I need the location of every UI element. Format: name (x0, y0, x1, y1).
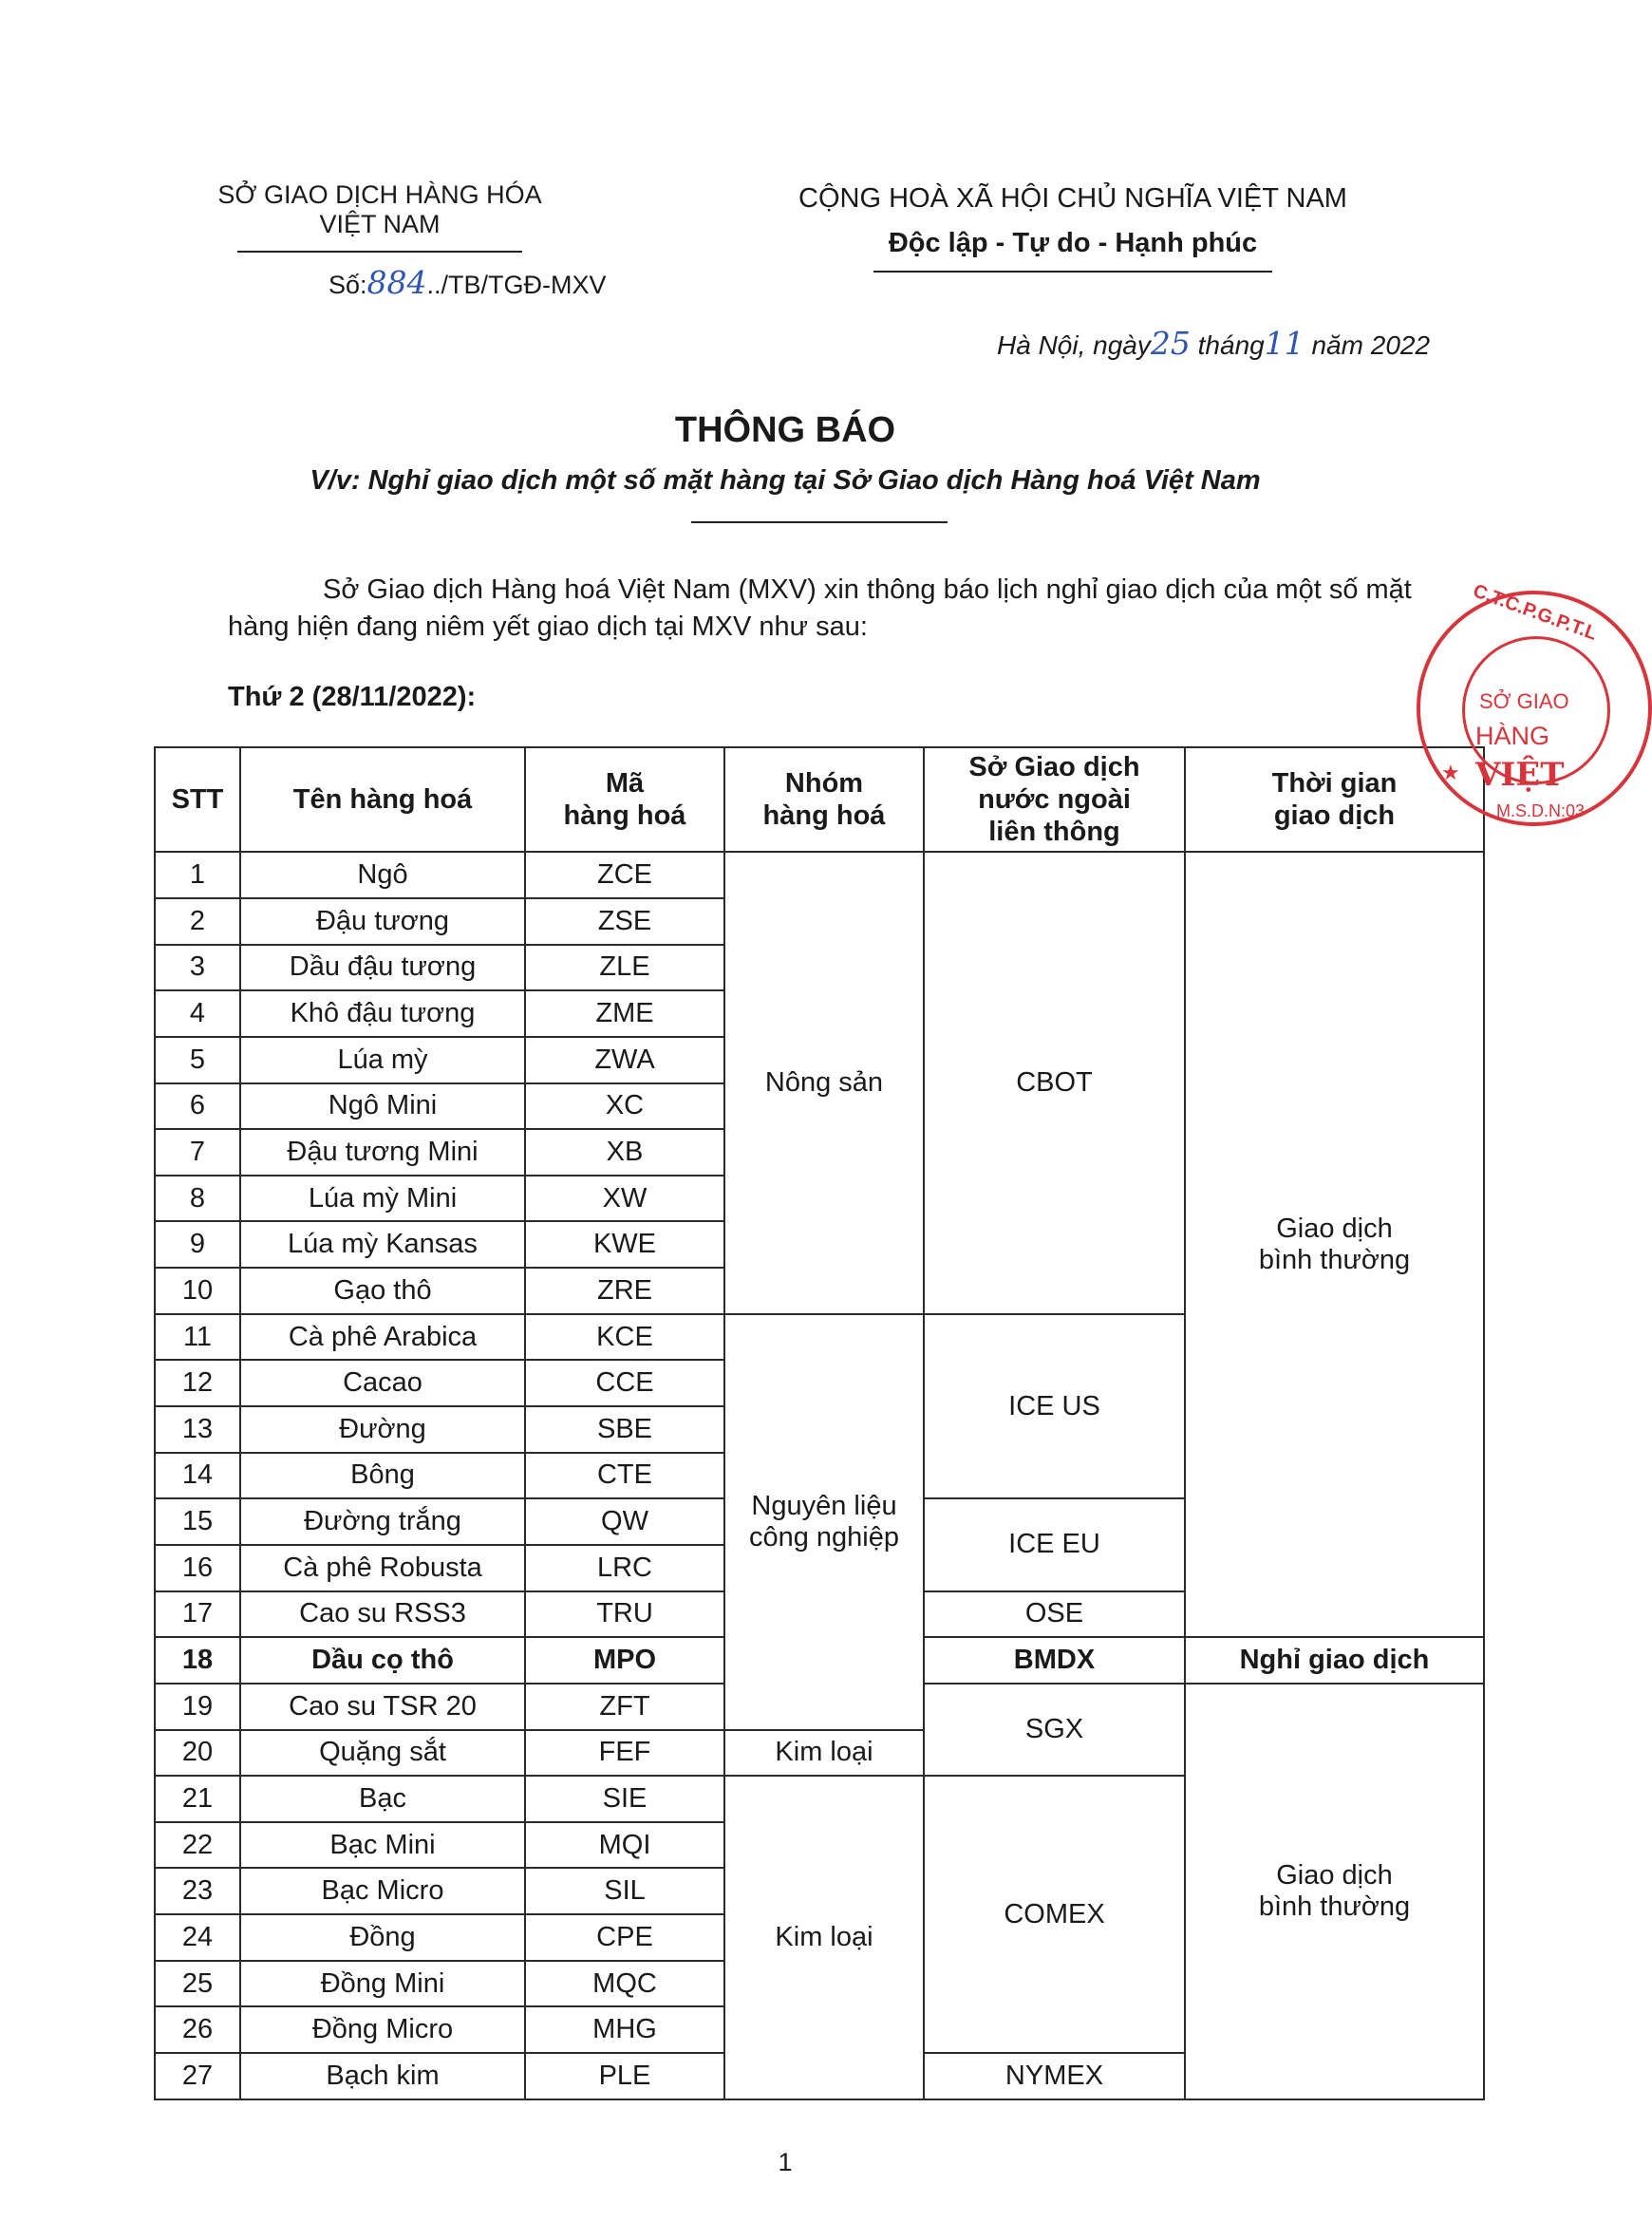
date-month: 11 (1264, 325, 1305, 362)
row-name: Đậu tương (240, 898, 525, 945)
row-stt: 15 (155, 1498, 240, 1545)
row-code: MHG (525, 2006, 724, 2053)
exchange-ice-us: ICE US (924, 1314, 1185, 1499)
row-stt: 27 (155, 2053, 240, 2099)
date-year: năm 2022 (1311, 330, 1431, 360)
row-stt: 24 (155, 1914, 240, 1961)
row-name: Bạc Mini (240, 1822, 525, 1869)
org-name: SỞ GIAO DỊCH HÀNG HÓA VIỆT NAM (217, 180, 542, 238)
stamp-line-1: SỞ GIAO (1479, 689, 1569, 713)
header-code: Mã hàng hoá (525, 747, 724, 852)
row-stt: 1 (155, 852, 240, 898)
row-name: Đậu tương Mini (240, 1129, 525, 1176)
doc-number-handwritten: 884 (366, 264, 427, 301)
row-name: Lúa mỳ Kansas (240, 1221, 525, 1268)
row-name: Lúa mỳ (240, 1037, 525, 1083)
group-agri: Nông sản (724, 852, 924, 1313)
exchange-ose: OSE (924, 1591, 1185, 1638)
table-row (155, 852, 1484, 898)
date-prefix: Hà Nội, ngày (997, 330, 1151, 360)
row-code: KWE (525, 1221, 724, 1268)
subtitle-underline (691, 521, 948, 523)
row-code: ZSE (525, 898, 724, 945)
row-stt: 20 (155, 1730, 240, 1777)
stamp-line-2: HÀNG (1475, 722, 1550, 750)
row-stt: 11 (155, 1314, 240, 1361)
row-stt: 21 (155, 1776, 240, 1822)
row-name: Gạo thô (240, 1268, 525, 1314)
row-name: Đường (240, 1406, 525, 1453)
group-industrial: Nguyên liệu công nghiệp (724, 1314, 924, 1730)
row-stt: 16 (155, 1545, 240, 1591)
row-stt: 17 (155, 1591, 240, 1638)
row-name: Bạc (240, 1776, 525, 1822)
row-stt: 22 (155, 1822, 240, 1869)
doc-number (329, 264, 607, 301)
exchange-sgx: SGX (924, 1684, 1185, 1776)
row-code: KCE (525, 1314, 724, 1361)
row-code: SIE (525, 1776, 724, 1822)
row-name: Cà phê Arabica (240, 1314, 525, 1361)
group-metal-single: Kim loại (724, 1730, 924, 1777)
row-code: PLE (525, 2053, 724, 2099)
time-closed: Nghỉ giao dịch (1185, 1637, 1484, 1684)
row-code: XW (525, 1176, 724, 1222)
row-code: MQI (525, 1822, 724, 1869)
document-title: THÔNG BÁO (674, 410, 896, 450)
row-stt: 26 (155, 2006, 240, 2053)
time-normal-a: Giao dịch bình thường (1185, 852, 1484, 1637)
motto: Độc lập - Tự do - Hạnh phúc (888, 228, 1258, 258)
row-stt: 10 (155, 1268, 240, 1314)
row-stt: 19 (155, 1684, 240, 1730)
stamp-line-3: VIỆT (1475, 756, 1565, 794)
exchange-cbot: CBOT (924, 852, 1185, 1313)
exchange-nymex: NYMEX (924, 2053, 1185, 2099)
header-exchange: Sở Giao dịch nước ngoài liên thông (924, 747, 1185, 852)
trading-schedule-table (154, 746, 1485, 2100)
day-heading: Thứ 2 (28/11/2022): (228, 682, 477, 712)
row-name: Ngô (240, 852, 525, 898)
row-stt: 2 (155, 898, 240, 945)
exchange-comex: COMEX (924, 1776, 1185, 2053)
row-name: Cacao (240, 1360, 525, 1406)
exchange-ice-eu: ICE EU (924, 1498, 1185, 1590)
row-stt: 25 (155, 1961, 240, 2007)
row-name: Bạc Micro (240, 1868, 525, 1914)
row-stt: 8 (155, 1176, 240, 1222)
header-name: Tên hàng hoá (240, 747, 525, 852)
row-name: Cao su RSS3 (240, 1591, 525, 1638)
row-stt: 14 (155, 1453, 240, 1499)
row-code: XB (525, 1129, 724, 1176)
row-code: CTE (525, 1453, 724, 1499)
row-name: Bạch kim (240, 2053, 525, 2099)
row-code: ZCE (525, 852, 724, 898)
row-code: ZFT (525, 1684, 724, 1730)
row-code: SIL (525, 1868, 724, 1914)
country-name: CỘNG HOÀ XÃ HỘI CHỦ NGHĨA VIỆT NAM (798, 183, 1347, 214)
stamp-line-4: M.S.D.N:03 (1496, 801, 1586, 820)
row-code: TRU (525, 1591, 724, 1638)
date-month-label: tháng (1197, 330, 1265, 360)
header-stt: STT (155, 747, 240, 852)
doc-number-prefix: Số: (329, 271, 367, 299)
national-header (760, 183, 1386, 273)
row-name: Đồng Mini (240, 1961, 525, 2007)
row-stt: 23 (155, 1868, 240, 1914)
row-name: Đồng (240, 1914, 525, 1961)
group-metal: Kim loại (724, 1776, 924, 2099)
row-name: Cà phê Robusta (240, 1545, 525, 1591)
org-header (190, 180, 570, 253)
doc-number-suffix: ../TB/TGĐ-MXV (426, 271, 607, 299)
row-name: Lúa mỳ Mini (240, 1176, 525, 1222)
row-name: Khô đậu tương (240, 990, 525, 1037)
page-number: 1 (778, 2148, 793, 2176)
intro-paragraph: Sở Giao dịch Hàng hoá Việt Nam (MXV) xin thông báo lịch nghỉ giao dịch của một số mặt hàng hiện đang niêm yết giao dịch tại MXV như sau: (228, 574, 1412, 642)
row-stt: 13 (155, 1406, 240, 1453)
row-code: CPE (525, 1914, 724, 1961)
date-day: 25 (1150, 325, 1191, 362)
stamp-ring-text: C.T.C.P.G.P.T.L (1470, 580, 1600, 645)
stamp-star-icon: ★ (1441, 761, 1460, 784)
row-code: CCE (525, 1360, 724, 1406)
row-stt: 4 (155, 990, 240, 1037)
row-stt: 5 (155, 1037, 240, 1083)
row-code: ZWA (525, 1037, 724, 1083)
row-name: Quặng sắt (240, 1730, 525, 1777)
exchange-bmdx: BMDX (924, 1637, 1185, 1684)
row-code: XC (525, 1083, 724, 1130)
time-normal-b: Giao dịch bình thường (1185, 1684, 1484, 2099)
row-name: Đồng Micro (240, 2006, 525, 2053)
row-name: Cao su TSR 20 (240, 1684, 525, 1730)
company-stamp (1417, 580, 1652, 826)
row-code: ZME (525, 990, 724, 1037)
row-code: ZRE (525, 1268, 724, 1314)
row-stt: 7 (155, 1129, 240, 1176)
row-code: FEF (525, 1730, 724, 1777)
date-line (997, 325, 1430, 362)
row-stt: 9 (155, 1221, 240, 1268)
row-code: SBE (525, 1406, 724, 1453)
document-subtitle: V/v: Nghỉ giao dịch một số mặt hàng tại Sở Giao dịch Hàng hoá Việt Nam (310, 465, 1261, 496)
row-stt: 3 (155, 945, 240, 991)
header-group: Nhóm hàng hoá (724, 747, 924, 852)
header-trading-time: Thời gian giao dịch (1185, 747, 1484, 852)
row-code: QW (525, 1498, 724, 1545)
org-underline (237, 251, 522, 253)
row-code: ZLE (525, 945, 724, 991)
row-stt: 12 (155, 1360, 240, 1406)
row-code: MPO (525, 1637, 724, 1684)
row-name: Dầu đậu tương (240, 945, 525, 991)
row-name: Bông (240, 1453, 525, 1499)
row-code: LRC (525, 1545, 724, 1591)
row-name: Dầu cọ thô (240, 1637, 525, 1684)
motto-underline (873, 271, 1272, 273)
row-stt: 18 (155, 1637, 240, 1684)
row-name: Đường trắng (240, 1498, 525, 1545)
table-header-row (155, 747, 1484, 852)
row-name: Ngô Mini (240, 1083, 525, 1130)
row-stt: 6 (155, 1083, 240, 1130)
row-code: MQC (525, 1961, 724, 2007)
